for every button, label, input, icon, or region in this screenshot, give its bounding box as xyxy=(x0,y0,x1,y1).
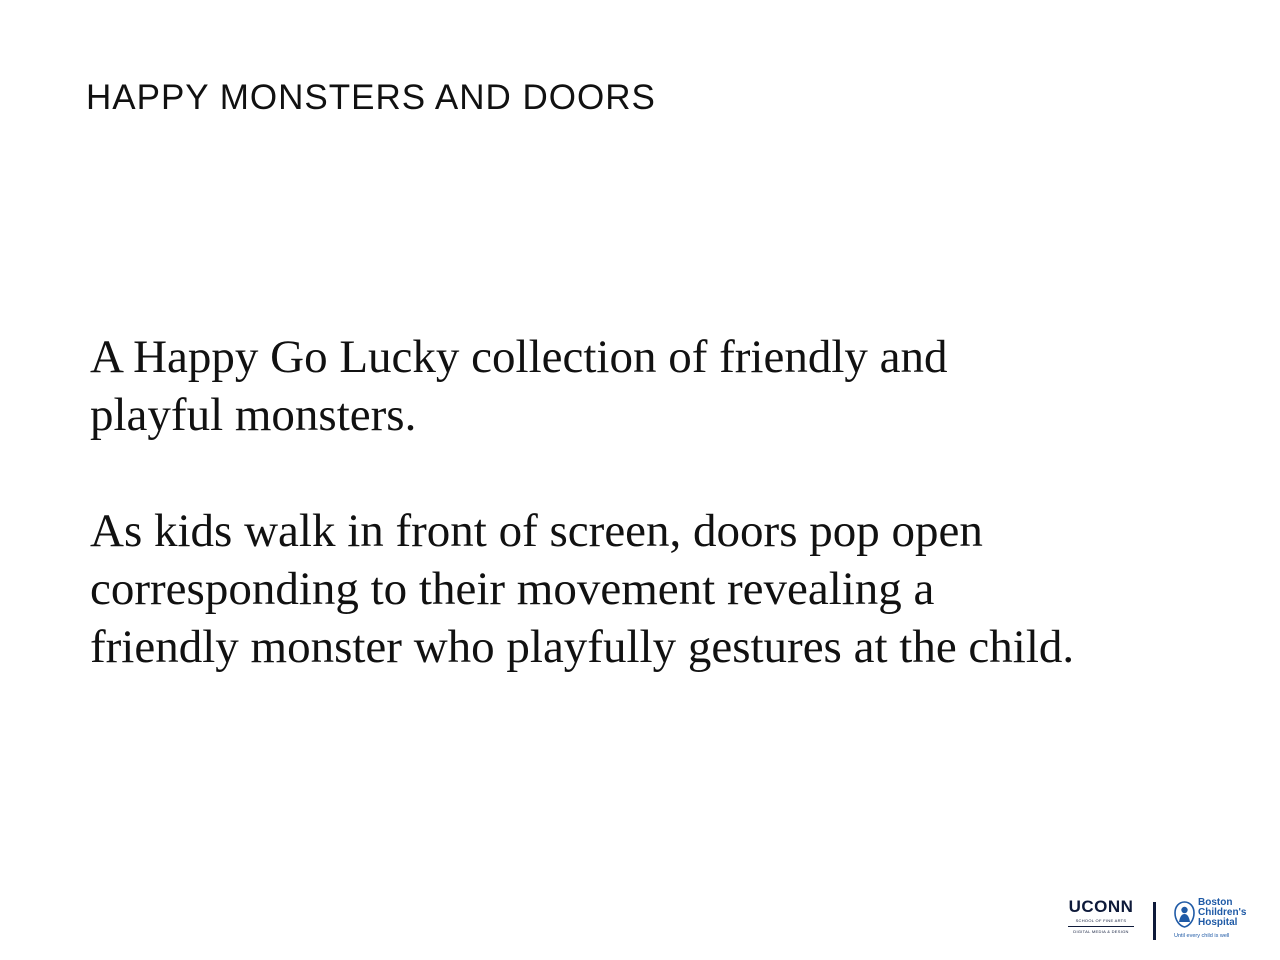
body-paragraph-1 xyxy=(90,328,1210,444)
body-line: A Happy Go Lucky collection of friendly and xyxy=(90,331,948,383)
body-paragraph-2 xyxy=(90,502,1210,676)
slide-body xyxy=(90,328,1210,676)
bch-name xyxy=(1198,898,1247,928)
uconn-wordmark: UCONN xyxy=(1068,897,1134,916)
bch-name-line: Children's xyxy=(1198,907,1247,918)
uconn-rule xyxy=(1068,926,1134,927)
bch-tagline: Until every child is well xyxy=(1174,933,1230,939)
logo-divider xyxy=(1153,902,1156,940)
body-line: playful monsters. xyxy=(90,389,417,441)
bch-logo xyxy=(1174,898,1254,942)
uconn-school: SCHOOL OF FINE ARTS xyxy=(1075,918,1127,923)
uconn-department: DIGITAL MEDIA & DESIGN xyxy=(1073,929,1129,934)
body-line: friendly monster who playfully gestures at the child. xyxy=(90,621,1075,673)
footer-logos xyxy=(1064,898,1254,942)
bch-emblem-icon xyxy=(1174,901,1195,933)
bch-name-line: Boston xyxy=(1198,897,1233,908)
uconn-logo xyxy=(1064,898,1138,935)
bch-name-line: Hospital xyxy=(1198,917,1238,928)
slide-title: HAPPY MONSTERS AND DOORS xyxy=(86,78,656,117)
body-line: corresponding to their movement revealing a xyxy=(90,563,935,615)
body-line: As kids walk in front of screen, doors pop open xyxy=(90,505,983,557)
